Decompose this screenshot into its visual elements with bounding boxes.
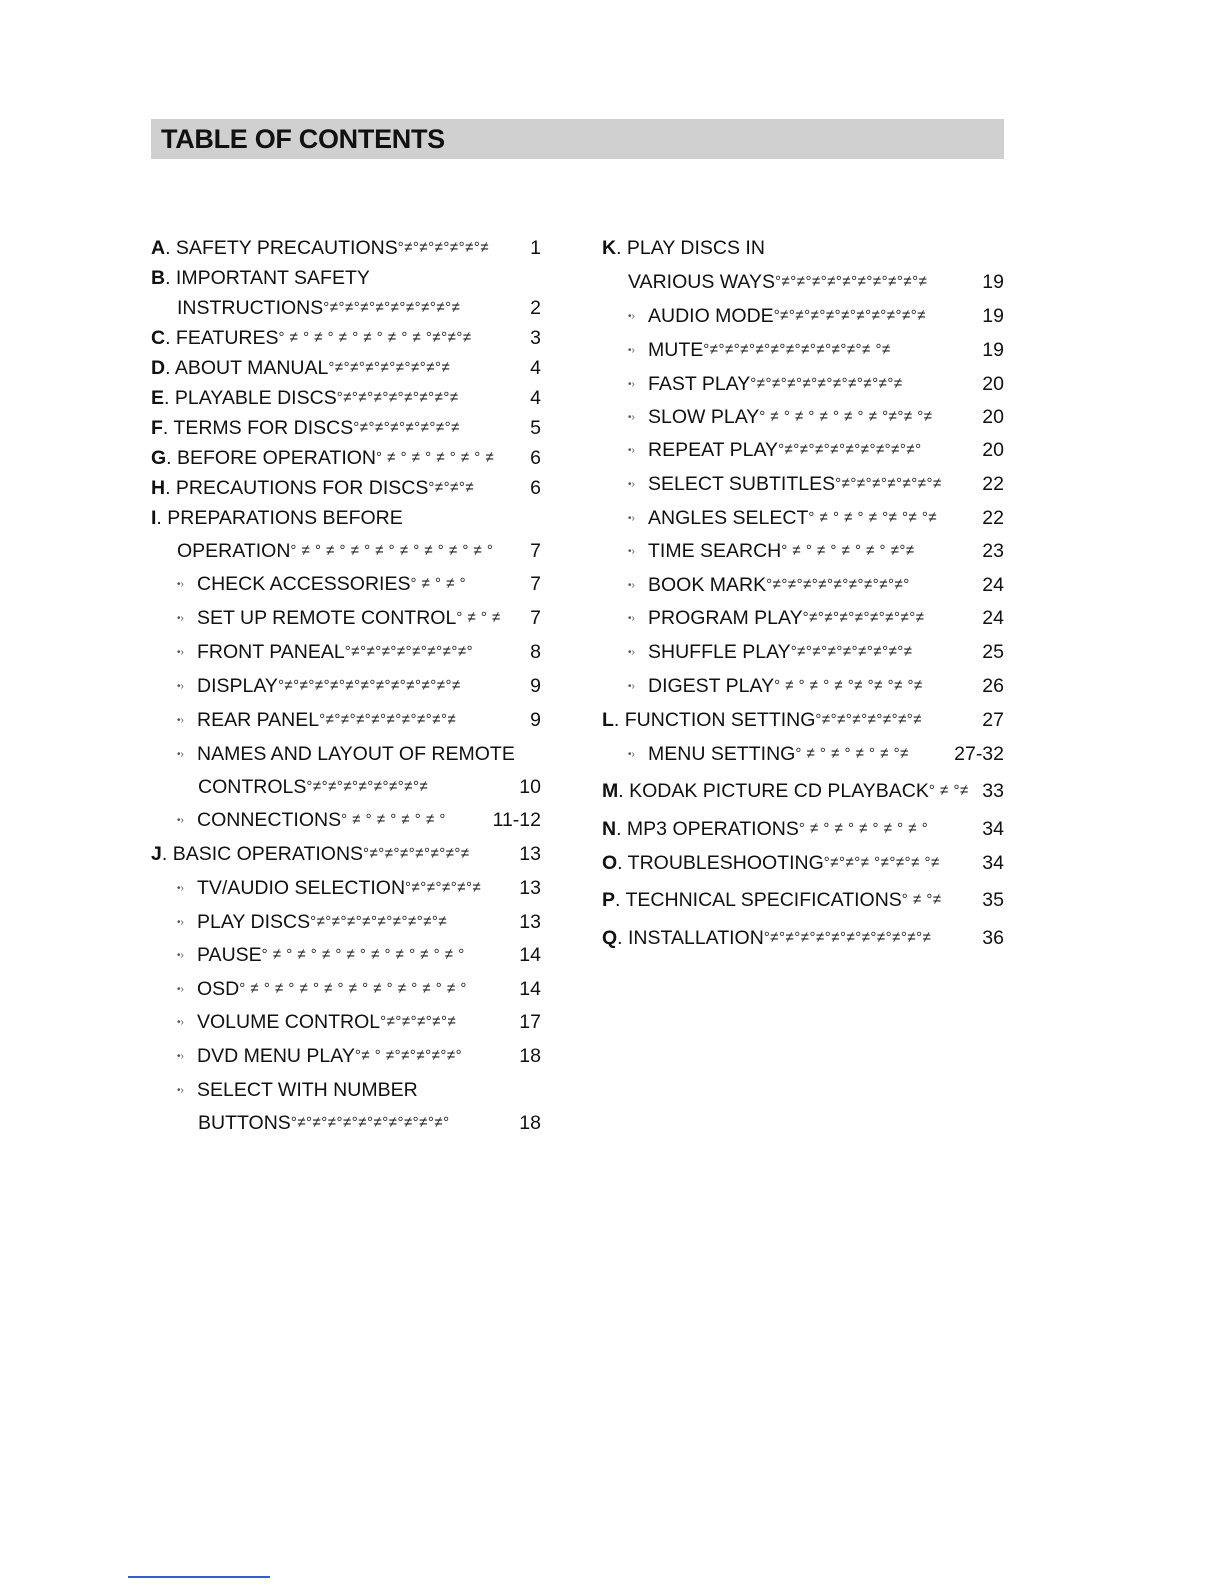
toc-entry[interactable] [602, 885, 1004, 915]
toc-entry[interactable] [151, 873, 541, 903]
toc-page-number: 8 [528, 637, 541, 667]
bullet-arrow-icon: •› [177, 1050, 184, 1062]
bullet-arrow-icon: •› [628, 444, 635, 456]
toc-leader-dots: °≠°≠°≠°≠°≠°≠°≠°≠ [336, 389, 459, 406]
toc-leader-dots: ° ≠ ° ≠ ° ≠ ° ≠ ° ≠ °≠°≠ °≠ [759, 408, 933, 425]
footer-link-underline [128, 1576, 270, 1578]
bullet-arrow-icon: •› [628, 748, 635, 760]
toc-page-number: 6 [528, 443, 541, 473]
toc-section-letter: O [602, 852, 618, 874]
toc-leader-dots: °≠°≠°≠°≠°≠°≠°≠°≠°≠°≠°≠ °≠ [703, 341, 891, 358]
toc-entry-label: INSTRUCTIONS [177, 297, 324, 319]
toc-page-number: 24 [980, 603, 1004, 633]
toc-entry-label: MENU SETTING [648, 743, 796, 765]
toc-page-number: 13 [517, 907, 541, 937]
toc-entry-label: TIME SEARCH [648, 540, 782, 562]
toc-section-letter: P [602, 889, 616, 911]
toc-entry-label: REPEAT PLAY [648, 439, 779, 461]
toc-leader-dots: ° ≠ ° ≠ ° ≠ °≠ °≠ °≠ °≠ [774, 677, 923, 694]
toc-page-number: 35 [980, 885, 1004, 915]
toc-entry[interactable] [151, 323, 541, 353]
toc-entry-label: VOLUME CONTROL [197, 1011, 381, 1033]
toc-leader-dots: °≠°≠°≠°≠°≠°≠°≠°≠°≠°≠° [290, 1114, 450, 1131]
toc-entry-label: . TECHNICAL SPECIFICATIONS [615, 889, 902, 911]
toc-entry[interactable] [151, 569, 541, 599]
toc-entry[interactable] [602, 233, 1004, 263]
toc-page-number: 18 [517, 1041, 541, 1071]
toc-entry[interactable] [602, 435, 1004, 465]
toc-leader-dots: °≠°≠°≠ [428, 479, 475, 496]
toc-entry[interactable] [151, 1007, 541, 1037]
toc-page-number: 3 [528, 323, 541, 353]
toc-entry[interactable] [151, 413, 541, 443]
toc-leader-dots: ° ≠ ° ≠ ° ≠ ° ≠ ° ≠°≠ [781, 542, 915, 559]
toc-section-letter: N [602, 818, 617, 840]
toc-leader-dots: ° ≠ ° ≠ ° [410, 575, 467, 592]
toc-entry[interactable] [151, 705, 541, 735]
toc-entry[interactable] [602, 570, 1004, 600]
bullet-arrow-icon: •› [177, 949, 184, 961]
toc-page-number: 34 [980, 848, 1004, 878]
bullet-arrow-icon: •› [628, 378, 635, 390]
toc-page-number: 36 [980, 923, 1004, 953]
toc-page-number: 11-12 [491, 805, 541, 835]
toc-entry[interactable] [602, 814, 1004, 844]
toc-entry-label: . PLAY DISCS IN [616, 237, 765, 259]
toc-leader-dots: °≠°≠°≠°≠°≠°≠°≠ [353, 419, 460, 436]
toc-entry[interactable] [602, 603, 1004, 633]
bullet-arrow-icon: •› [628, 512, 635, 524]
toc-entry-label: REAR PANEL [197, 709, 320, 731]
bullet-arrow-icon: •› [177, 714, 184, 726]
toc-entry-label: . PREPARATIONS BEFORE [156, 507, 403, 529]
toc-leader-dots: °≠ ° ≠°≠°≠°≠°≠° [354, 1047, 463, 1064]
toc-leader-dots: ° ≠ °≠ [928, 782, 969, 799]
toc-leader-dots: ° ≠ ° ≠ ° ≠ ° ≠ ° ≠ ° ≠ ° ≠ ° ≠ ° [290, 542, 494, 559]
toc-page-number: 10 [517, 772, 541, 802]
bullet-arrow-icon: •› [628, 646, 635, 658]
toc-entry[interactable] [151, 637, 541, 667]
bullet-arrow-icon: •› [177, 916, 184, 928]
toc-section-letter: F [151, 417, 163, 439]
toc-entry-label: SELECT SUBTITLES [648, 473, 836, 495]
toc-leader-dots: ° ≠ ° ≠ ° ≠ ° ≠ ° ≠ ° ≠ °≠°≠°≠ [278, 329, 472, 346]
toc-entry-label: CONNECTIONS [197, 809, 342, 831]
toc-entry-label: . PRECAUTIONS FOR DISCS [165, 477, 429, 499]
toc-leader-dots: °≠°≠°≠°≠°≠°≠°≠ [835, 475, 942, 492]
toc-entry-label: DVD MENU PLAY [197, 1045, 355, 1067]
toc-entry[interactable] [151, 473, 541, 503]
toc-entry[interactable] [151, 353, 541, 383]
toc-entry[interactable] [602, 267, 1004, 297]
toc-page-number: 4 [528, 383, 541, 413]
toc-entry-label: OPERATION [177, 540, 291, 562]
toc-page-number: 19 [980, 335, 1004, 365]
toc-leader-dots: ° ≠ ° ≠ ° ≠ ° ≠ ° ≠ [376, 449, 495, 466]
toc-entry-label: NAMES AND LAYOUT OF REMOTE [197, 743, 515, 765]
toc-entry[interactable] [602, 503, 1004, 533]
bullet-arrow-icon: •› [177, 814, 184, 826]
toc-page-number: 5 [528, 413, 541, 443]
toc-leader-dots: ° ≠ ° ≠ ° ≠ ° ≠ °≠ [795, 745, 909, 762]
toc-entry[interactable] [151, 263, 541, 293]
toc-entry[interactable] [151, 974, 541, 1004]
toc-entry[interactable] [151, 503, 541, 533]
toc-section-letter: I [151, 507, 157, 529]
toc-page-number: 7 [528, 536, 541, 566]
toc-entry[interactable] [151, 293, 541, 323]
bullet-arrow-icon: •› [177, 646, 184, 658]
bullet-arrow-icon: •› [177, 680, 184, 692]
toc-leader-dots: °≠°≠°≠°≠°≠ [380, 1013, 457, 1030]
toc-page-number: 19 [980, 267, 1004, 297]
bullet-arrow-icon: •› [177, 578, 184, 590]
toc-leader-dots: °≠°≠°≠°≠°≠°≠°≠°≠°≠°≠°≠ [763, 929, 932, 946]
toc-entry-label: BUTTONS [198, 1112, 291, 1134]
toc-entry-label: DIGEST PLAY [648, 675, 775, 697]
toc-page-number: 27-32 [952, 739, 1004, 769]
toc-leader-dots: °≠°≠°≠°≠°≠°≠°≠°≠ [328, 359, 451, 376]
toc-entry-label: SET UP REMOTE CONTROL [197, 607, 457, 629]
bullet-arrow-icon: •› [628, 579, 635, 591]
bullet-arrow-icon: •› [628, 310, 635, 322]
toc-page-number: 1 [528, 233, 541, 263]
toc-entry-label: PAUSE [197, 944, 262, 966]
toc-page-number: 14 [517, 974, 541, 1004]
toc-page-number: 20 [980, 402, 1004, 432]
toc-entry[interactable] [151, 536, 541, 566]
toc-entry[interactable] [151, 383, 541, 413]
bullet-arrow-icon: •› [628, 612, 635, 624]
bullet-arrow-icon: •› [177, 612, 184, 624]
toc-entry[interactable] [602, 335, 1004, 365]
toc-section-letter: B [151, 267, 166, 289]
toc-page-number: 14 [517, 940, 541, 970]
toc-entry[interactable] [602, 637, 1004, 667]
toc-page-number: 13 [517, 839, 541, 869]
toc-entry-label: DISPLAY [197, 675, 278, 697]
toc-page-number: 19 [980, 301, 1004, 331]
toc-page-number: 20 [980, 369, 1004, 399]
toc-entry[interactable] [602, 301, 1004, 331]
toc-leader-dots: °≠°≠°≠°≠°≠°≠°≠°≠ [802, 609, 925, 626]
toc-leader-dots: ° ≠ ° ≠ ° ≠ ° ≠ ° ≠ ° [798, 820, 929, 837]
toc-page-number: 22 [980, 469, 1004, 499]
toc-leader-dots: °≠°≠°≠°≠°≠°≠°≠°≠ [306, 778, 429, 795]
toc-page-number: 6 [528, 473, 541, 503]
toc-leader-dots: °≠°≠°≠°≠°≠°≠°≠ [363, 845, 470, 862]
toc-entry[interactable] [602, 469, 1004, 499]
toc-page-number: 17 [517, 1007, 541, 1037]
bullet-arrow-icon: •› [628, 411, 635, 423]
bullet-arrow-icon: •› [628, 478, 635, 490]
toc-entry-label: OSD [197, 978, 240, 1000]
toc-section-letter: L [602, 709, 614, 731]
toc-entry-label: . IMPORTANT SAFETY [165, 267, 370, 289]
toc-entry-label: . INSTALLATION [617, 927, 764, 949]
toc-entry-label: CONTROLS [198, 776, 307, 798]
toc-entry-label: TV/AUDIO SELECTION [197, 877, 406, 899]
toc-entry-label: . FUNCTION SETTING [613, 709, 816, 731]
toc-entry[interactable] [151, 907, 541, 937]
toc-entry[interactable] [602, 739, 1004, 769]
toc-entry[interactable] [602, 923, 1004, 953]
toc-entry[interactable] [151, 1075, 541, 1105]
toc-section-letter: H [151, 477, 166, 499]
toc-section-letter: K [602, 237, 617, 259]
bullet-arrow-icon: •› [177, 1016, 184, 1028]
toc-entry[interactable] [602, 369, 1004, 399]
toc-page-number: 18 [517, 1108, 541, 1138]
toc-page-number: 25 [980, 637, 1004, 667]
toc-leader-dots: ° ≠ °≠ [901, 891, 942, 908]
toc-entry[interactable] [151, 1108, 541, 1138]
toc-entry-label: . BASIC OPERATIONS [161, 843, 364, 865]
toc-entry[interactable] [151, 671, 541, 701]
toc-section-letter: Q [602, 927, 618, 949]
bullet-arrow-icon: •› [628, 545, 635, 557]
toc-page-number: 7 [528, 569, 541, 599]
toc-section-letter: J [151, 843, 162, 865]
toc-entry-label: . ABOUT MANUAL [165, 357, 329, 379]
toc-leader-dots: °≠°≠°≠°≠°≠°≠°≠°≠°≠ [319, 711, 457, 728]
toc-leader-dots: °≠°≠°≠°≠°≠°≠°≠ [815, 711, 923, 728]
toc-leader-dots: °≠°≠°≠°≠°≠°≠°≠°≠°≠°≠°≠°≠ [277, 677, 461, 694]
toc-page-number: 22 [980, 503, 1004, 533]
toc-page-number: 20 [980, 435, 1004, 465]
toc-leader-dots: °≠°≠°≠°≠°≠°≠°≠°≠°≠°≠ [773, 307, 926, 324]
toc-leader-dots: °≠°≠°≠°≠°≠°≠°≠°≠°≠ [323, 299, 461, 316]
toc-leader-dots: °≠°≠°≠°≠°≠°≠°≠°≠°≠°≠ [775, 273, 928, 290]
toc-leader-dots: °≠°≠°≠°≠°≠°≠°≠°≠° [344, 643, 474, 660]
page-title: TABLE OF CONTENTS [161, 124, 445, 154]
bullet-arrow-icon: •› [177, 882, 184, 894]
toc-entry-label: SLOW PLAY [648, 406, 760, 428]
toc-page-number: 34 [980, 814, 1004, 844]
toc-entry[interactable] [151, 739, 541, 769]
toc-entry[interactable] [151, 1041, 541, 1071]
toc-leader-dots: °≠°≠°≠°≠°≠ [405, 879, 482, 896]
toc-section-letter: M [602, 780, 619, 802]
toc-entry-label: . PLAYABLE DISCS [164, 387, 337, 409]
toc-entry-label: . MP3 OPERATIONS [616, 818, 799, 840]
toc-section-letter: C [151, 327, 166, 349]
toc-leader-dots: ° ≠ ° ≠ ° ≠ ° ≠ ° [341, 811, 446, 828]
toc-leader-dots: ° ≠ ° ≠ ° ≠ ° ≠ ° ≠ ° ≠ ° ≠ ° ≠ ° [261, 946, 465, 963]
toc-entry-label: PLAY DISCS [197, 911, 311, 933]
toc-section-letter: G [151, 447, 167, 469]
toc-entry[interactable] [151, 839, 541, 869]
toc-entry[interactable] [602, 705, 1004, 735]
toc-leader-dots: ° ≠ ° ≠ ° ≠ °≠ °≠ °≠ [808, 509, 938, 526]
toc-leader-dots: ° ≠ ° ≠ ° ≠ ° ≠ ° ≠ ° ≠ ° ≠ ° ≠ ° ≠ ° [239, 980, 467, 997]
toc-leader-dots: ° ≠ ° ≠ [456, 609, 501, 626]
toc-section-letter: D [151, 357, 166, 379]
toc-page-number: 7 [528, 603, 541, 633]
toc-page-number: 9 [528, 671, 541, 701]
bullet-arrow-icon: •› [177, 748, 184, 760]
toc-entry[interactable] [602, 536, 1004, 566]
toc-entry[interactable] [602, 671, 1004, 701]
toc-entry-label: VARIOUS WAYS [628, 271, 775, 293]
toc-entry[interactable] [602, 776, 1004, 806]
toc-entry-label: FRONT PANEAL [197, 641, 345, 663]
toc-page-number: 24 [980, 570, 1004, 600]
toc-entry-label: . FEATURES [165, 327, 279, 349]
toc-leader-dots: °≠°≠°≠ °≠°≠°≠ °≠ [823, 854, 940, 871]
toc-entry[interactable] [602, 402, 1004, 432]
toc-entry[interactable] [151, 443, 541, 473]
toc-entry[interactable] [602, 848, 1004, 878]
toc-page-number: 26 [980, 671, 1004, 701]
toc-leader-dots: °≠°≠°≠°≠°≠°≠ [397, 239, 490, 256]
toc-page-number: 27 [980, 705, 1004, 735]
toc-leader-dots: °≠°≠°≠°≠°≠°≠°≠°≠ [790, 643, 913, 660]
toc-leader-dots: °≠°≠°≠°≠°≠°≠°≠°≠°≠° [766, 576, 910, 593]
toc-entry-label: ANGLES SELECT [648, 507, 809, 529]
toc-page-number: 4 [528, 353, 541, 383]
toc-entry-label: BOOK MARK [648, 574, 767, 596]
toc-entry-label: MUTE [648, 339, 704, 361]
toc-entry-label: FAST PLAY [648, 373, 751, 395]
toc-page-number: 33 [980, 776, 1004, 806]
toc-section-letter: A [151, 237, 166, 259]
toc-entry-label: . BEFORE OPERATION [166, 447, 377, 469]
bullet-arrow-icon: •› [177, 983, 184, 995]
toc-entry-label: PROGRAM PLAY [648, 607, 803, 629]
toc-entry-label: AUDIO MODE [648, 305, 774, 327]
bullet-arrow-icon: •› [177, 1084, 184, 1096]
toc-entry-label: . KODAK PICTURE CD PLAYBACK [618, 780, 929, 802]
toc-page-number: 23 [980, 536, 1004, 566]
toc-page-number: 2 [528, 293, 541, 323]
toc-leader-dots: °≠°≠°≠°≠°≠°≠°≠°≠°≠°≠ [750, 375, 903, 392]
toc-entry-label: SHUFFLE PLAY [648, 641, 791, 663]
toc-entry-label: . SAFETY PRECAUTIONS [165, 237, 398, 259]
toc-entry[interactable] [151, 772, 541, 802]
toc-entry[interactable] [151, 603, 541, 633]
toc-entry[interactable] [151, 940, 541, 970]
toc-page-number: 13 [517, 873, 541, 903]
toc-title-bar [151, 119, 1004, 159]
toc-leader-dots: °≠°≠°≠°≠°≠°≠°≠°≠°≠° [778, 441, 922, 458]
toc-entry-label: CHECK ACCESSORIES [197, 573, 411, 595]
toc-entry-label: . TROUBLESHOOTING [617, 852, 824, 874]
toc-leader-dots: °≠°≠°≠°≠°≠°≠°≠°≠°≠ [310, 913, 448, 930]
toc-entry-label: . TERMS FOR DISCS [162, 417, 354, 439]
toc-entry[interactable] [151, 805, 541, 835]
bullet-arrow-icon: •› [628, 344, 635, 356]
toc-entry-label: SELECT WITH NUMBER [197, 1079, 418, 1101]
toc-entry[interactable] [151, 233, 541, 263]
toc-section-letter: E [151, 387, 165, 409]
toc-page-number: 9 [528, 705, 541, 735]
bullet-arrow-icon: •› [628, 680, 635, 692]
